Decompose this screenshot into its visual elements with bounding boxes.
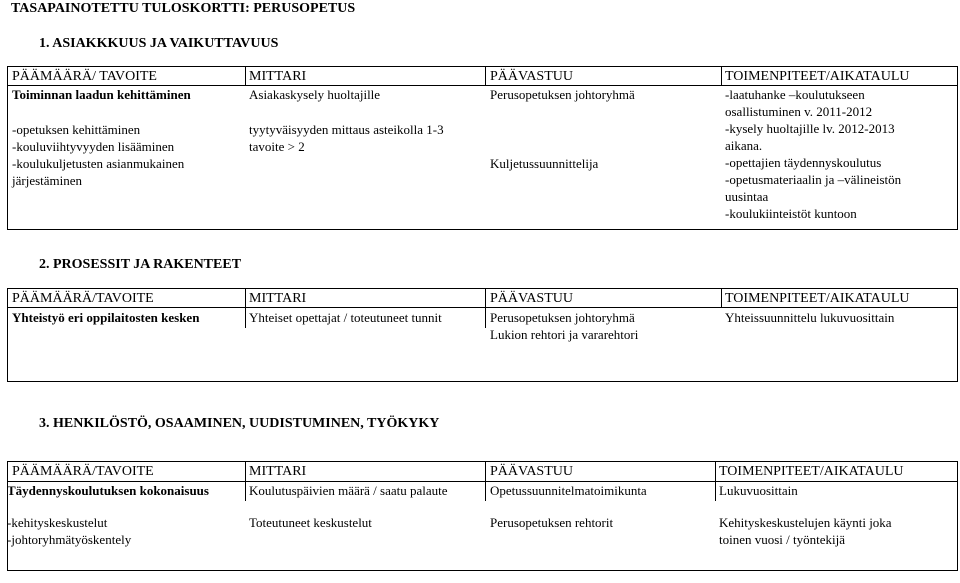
metric-text: Yhteiset opettajat / toteutuneet tunnit: [249, 310, 442, 325]
section-3-col-divider: [245, 461, 246, 501]
document-title: TASAPAINOTETTU TULOSKORTTI: PERUSOPETUS: [11, 1, 356, 16]
action-line: uusintaa: [725, 189, 769, 204]
section-1-col-divider: [721, 66, 722, 86]
section-2-col-divider: [485, 288, 486, 328]
action-line: -kysely huoltajille lv. 2012-2013: [725, 121, 895, 136]
goal-line: -koulukuljetusten asianmukainen: [12, 156, 185, 171]
responsibility-extra: Perusopetuksen rehtorit: [490, 515, 614, 530]
metric-line: tavoite > 2: [249, 139, 305, 154]
goal-title: Toiminnan laadun kehittäminen: [12, 87, 191, 102]
goal-line: -kouluviihtyvyyden lisääminen: [12, 139, 175, 154]
metric-extra: Toteutuneet keskustelut: [249, 515, 372, 530]
action-line: osallistuminen v. 2011-2012: [725, 104, 873, 119]
action-line: -opettajien täydennyskoulutus: [725, 155, 882, 170]
section-2-header-divider: [7, 307, 958, 308]
metric-line: tyytyväisyyden mittaus asteikolla 1-3: [249, 122, 444, 137]
col-header-metric: MITTARI: [249, 69, 307, 84]
responsibility-line: Perusopetuksen johtoryhmä: [490, 310, 635, 325]
section-1-col-divider: [485, 66, 486, 86]
section-1-header-divider: [7, 85, 958, 86]
action-line: Kehityskeskustelujen käynti joka: [719, 515, 892, 530]
col-header-goal: PÄÄMÄÄRÄ/TAVOITE: [12, 464, 154, 479]
col-header-responsibility: PÄÄVASTUU: [490, 69, 573, 84]
col-header-actions: TOIMENPITEET/AIKATAULU: [719, 464, 904, 479]
col-header-actions: TOIMENPITEET/AIKATAULU: [725, 69, 910, 84]
metric-title: Asiakaskysely huoltajille: [249, 87, 381, 102]
responsibility-title: Opetussuunnitelmatoimikunta: [490, 483, 647, 498]
action-line: toinen vuosi / työntekijä: [719, 532, 846, 547]
goal-line: -johtoryhmätyöskentely: [7, 532, 132, 547]
col-header-responsibility: PÄÄVASTUU: [490, 291, 573, 306]
responsibility-title: Perusopetuksen johtoryhmä: [490, 87, 635, 102]
section-2-col-divider: [245, 288, 246, 328]
action-line: -opetusmateriaalin ja –välineistön: [725, 172, 902, 187]
metric-title: Koulutuspäivien määrä / saatu palaute: [249, 483, 448, 498]
goal-line: -kehityskeskustelut: [7, 515, 108, 530]
action-text: Yhteissuunnittelu lukuvuosittain: [725, 310, 895, 325]
section-3-col-divider: [485, 461, 486, 501]
section-3-heading: 3. HENKILÖSTÖ, OSAAMINEN, UUDISTUMINEN, TYÖKYKY: [39, 416, 440, 431]
goal-line: järjestäminen: [12, 173, 83, 188]
section-1-col-divider: [245, 66, 246, 86]
action-title: Lukuvuosittain: [719, 483, 798, 498]
goal-line: -opetuksen kehittäminen: [12, 122, 141, 137]
col-header-metric: MITTARI: [249, 464, 307, 479]
section-1-heading: 1. ASIAKKKUUS JA VAIKUTTAVUUS: [39, 36, 279, 51]
section-2-heading: 2. PROSESSIT JA RAKENTEET: [39, 257, 242, 272]
action-line: aikana.: [725, 138, 763, 153]
col-header-metric: MITTARI: [249, 291, 307, 306]
responsibility-extra: Kuljetussuunnittelija: [490, 156, 599, 171]
section-2-col-divider: [721, 288, 722, 308]
col-header-goal: PÄÄMÄÄRÄ/ TAVOITE: [12, 69, 157, 84]
responsibility-line: Lukion rehtori ja vararehtori: [490, 327, 639, 342]
col-header-actions: TOIMENPITEET/AIKATAULU: [725, 291, 910, 306]
action-line: -laatuhanke –koulutukseen: [725, 87, 865, 102]
goal-title: Yhteistyö eri oppilaitosten kesken: [12, 310, 200, 325]
action-line: -koulukiinteistöt kuntoon: [725, 206, 857, 221]
col-header-responsibility: PÄÄVASTUU: [490, 464, 573, 479]
goal-title: Täydennyskoulutuksen kokonaisuus: [7, 483, 209, 498]
section-3-col-divider: [715, 461, 716, 501]
section-3-header-divider: [7, 481, 958, 482]
col-header-goal: PÄÄMÄÄRÄ/TAVOITE: [12, 291, 154, 306]
